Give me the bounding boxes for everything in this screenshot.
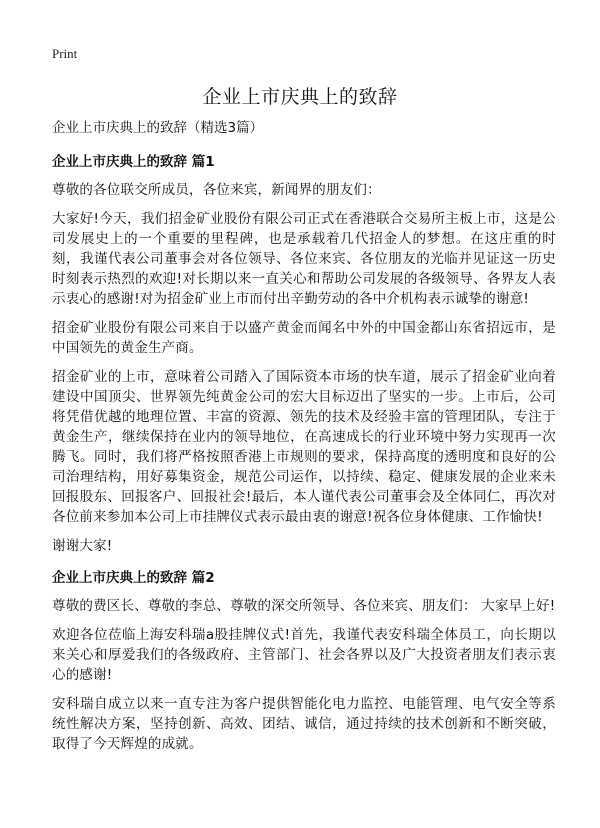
document-title: 企业上市庆典上的致辞 (202, 86, 398, 108)
paragraph: 大家好!今天，我们招金矿业股份有限公司正式在香港联合交易所主板上市，这是公司发展史上的一个重要的里程碑，也是承载着几代招金人的梦想。在这庄重的时刻，我谨代表公司董事会对各位领导、各位来宾、各位朋友的光临并见证这一历史时刻表示热烈的欢迎!对长期以来一直关心和帮助公司发展的各级领导、各界友人表示衷心的感谢!对为招金矿业上市而付出辛勤劳动的各中介机构表示诚挚的谢意! (52, 211, 556, 307)
paragraph: 尊敬的各位联交所成员，各位来宾，新闻界的朋友们： (52, 182, 381, 198)
paragraph: 谢谢大家! (52, 538, 113, 554)
paragraph: 安科瑞自成立以来一直专注为客户提供智能化电力监控、电能管理、电气安全等系统性解决方案，坚持创新、高效、团结、诚信，通过持续的技术创新和不断突破，取得了今天辉煌的成就。 (52, 696, 556, 752)
paragraph: 欢迎各位莅临上海安科瑞a股挂牌仪式!首先，我谨代表安科瑞全体员工，向长期以来关心和厚爱我们的各级政府、主管部门、社会各界以及广大投资者朋友们表示衷心的感谢! (52, 627, 556, 683)
paragraph: 招金矿业的上市，意味着公司踏入了国际资本市场的快车道，展示了招金矿业向着建设中国顶尖、世界领先纯黄金公司的宏大目标迈出了坚实的一步。上市后，公司将凭借优越的地理位置、丰富的资源、领先的技术及经验丰富的管理团队，专注于黄金生产，继续保持在业内的领导地位，在高速成长的行业环境中努力实现再一次腾飞。同时，我们将严格按照香港上市规则的要求，保持高度的透明度和良好的公司治理结构，用好募集资金，规范公司运作，以持续、稳定、健康发展的企业来未回报股东、回报客户、回报社会!最后，本人谨代表公司董事会及全体同仁，再次对各位前来参加本公司上市挂牌仪式表示最由衷的谢意!祝各位身体健康、工作愉快! (52, 369, 556, 525)
print-link[interactable]: Print (52, 46, 78, 61)
document-body (52, 118, 556, 763)
section-heading-2: 企业上市庆典上的致辞 篇2 (52, 570, 215, 586)
document-subtitle: 企业上市庆典上的致辞（精选3篇） (52, 120, 264, 136)
paragraph: 尊敬的费区长、尊敬的李总、尊敬的深交所领导、各位来宾、朋友们： 大家早上好! (52, 598, 556, 614)
section-heading-1: 企业上市庆典上的致辞 篇1 (52, 154, 215, 170)
paragraph: 招金矿业股份有限公司来自于以盛产黄金而闻名中外的中国金都山东省招远市，是中国领先的黄金生产商。 (52, 320, 556, 356)
